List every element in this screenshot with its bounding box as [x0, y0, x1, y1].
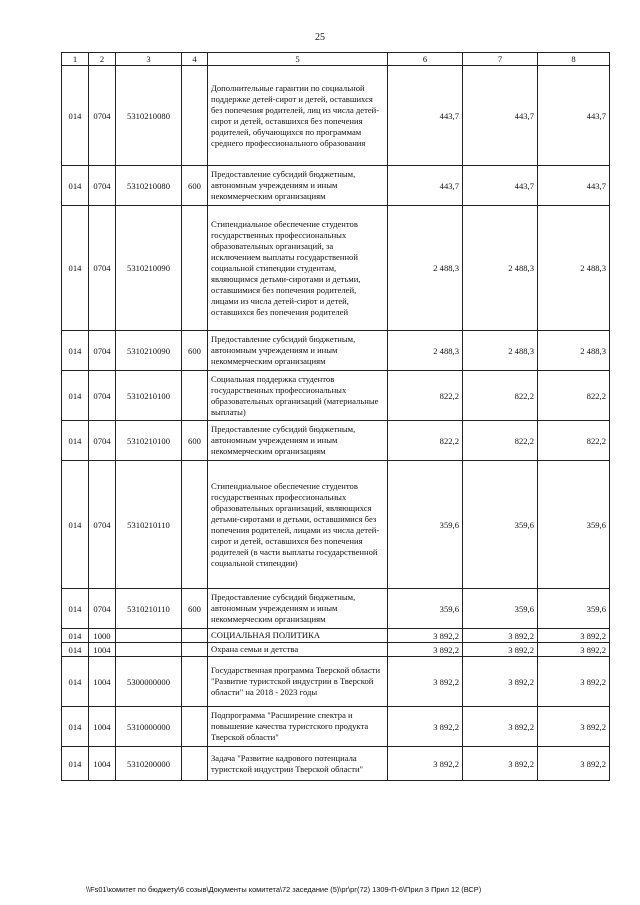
cell-description: Предоставление субсидий бюджетным, автономным учреждениям и иным некоммерческим организациям: [208, 421, 388, 461]
table-row: [62, 643, 610, 657]
cell-section-code: 0704: [89, 589, 116, 629]
cell-description: Дополнительные гарантии по социальной поддержке детей-сирот и детей, оставшихся без попечения родителей, лиц из числа детей-сирот и детей, оставшихся без попечения родителей, обучающихся по программам среднего профессионального образования: [208, 66, 388, 166]
cell-amount-year1: 2 488,3: [388, 206, 463, 331]
cell-amount-year1: 3 892,2: [388, 643, 463, 657]
cell-ministry-code: 014: [62, 206, 89, 331]
cell-section-code: 0704: [89, 206, 116, 331]
cell-description: Государственная программа Тверской области "Развитие туристской индустрии в Тверской области" на 2018 - 2023 годы: [208, 657, 388, 707]
cell-target-article: 5310200000: [116, 747, 182, 781]
budget-table: [61, 52, 610, 781]
cell-target-article: 5310210100: [116, 421, 182, 461]
cell-expense-type: [182, 707, 208, 747]
cell-amount-year2: 2 488,3: [463, 331, 538, 371]
cell-target-article: 5310210090: [116, 206, 182, 331]
cell-amount-year2: 3 892,2: [463, 707, 538, 747]
cell-description: Стипендиальное обеспечение студентов государственных профессиональных образовательных организаций, являющихся детьми-сиротами и детьми, оставшимися без попечения родителей, лицами из числа детей-сирот и детей, оставшихся без попечения родителей (в части выплаты государственной социальной стипендии): [208, 461, 388, 589]
table-row: [62, 707, 610, 747]
cell-amount-year2: 3 892,2: [463, 643, 538, 657]
table-row: [62, 206, 610, 331]
column-header: 8: [538, 53, 610, 66]
cell-amount-year1: 2 488,3: [388, 331, 463, 371]
cell-amount-year3: 2 488,3: [538, 206, 610, 331]
cell-amount-year2: 3 892,2: [463, 629, 538, 643]
column-header: 4: [182, 53, 208, 66]
column-header: 3: [116, 53, 182, 66]
cell-expense-type: [182, 461, 208, 589]
cell-ministry-code: 014: [62, 166, 89, 206]
table-row: [62, 421, 610, 461]
cell-description: СОЦИАЛЬНАЯ ПОЛИТИКА: [208, 629, 388, 643]
cell-section-code: 0704: [89, 66, 116, 166]
cell-target-article: 5300000000: [116, 657, 182, 707]
table-row: [62, 629, 610, 643]
footer-file-path: \\Fs01\комитет по бюджету\6 созыв\Документы комитета\72 заседание (5)\рг\рг(72) 1309-П-6\Прил 3 Прил 12 (ВСР): [86, 885, 482, 894]
cell-expense-type: [182, 643, 208, 657]
cell-section-code: 0704: [89, 166, 116, 206]
cell-target-article: 5310000000: [116, 707, 182, 747]
cell-ministry-code: 014: [62, 643, 89, 657]
cell-amount-year1: 443,7: [388, 66, 463, 166]
cell-description: Предоставление субсидий бюджетным, автономным учреждениям и иным некоммерческим организациям: [208, 331, 388, 371]
cell-section-code: 0704: [89, 421, 116, 461]
cell-expense-type: [182, 629, 208, 643]
cell-amount-year3: 3 892,2: [538, 629, 610, 643]
cell-target-article: 5310210090: [116, 331, 182, 371]
cell-amount-year3: 359,6: [538, 589, 610, 629]
cell-amount-year3: 443,7: [538, 66, 610, 166]
cell-expense-type: 600: [182, 589, 208, 629]
cell-amount-year3: 443,7: [538, 166, 610, 206]
cell-amount-year1: 3 892,2: [388, 747, 463, 781]
cell-description: Предоставление субсидий бюджетным, автономным учреждениям и иным некоммерческим организациям: [208, 589, 388, 629]
table-row: [62, 66, 610, 166]
cell-ministry-code: 014: [62, 66, 89, 166]
cell-section-code: 1004: [89, 657, 116, 707]
cell-description: Подпрограмма "Расширение спектра и повышение качества туристского продукта Тверской области": [208, 707, 388, 747]
cell-ministry-code: 014: [62, 747, 89, 781]
cell-description: Стипендиальное обеспечение студентов государственных профессиональных образовательных организаций, за исключением выплаты государственной социальной стипендии студентам, являющимся детьми-сиротами и детьми, оставшимися без попечения родителей, лицами из числа детей-сирот и детей, оставшихся без попечения родителей: [208, 206, 388, 331]
cell-amount-year3: 3 892,2: [538, 657, 610, 707]
cell-amount-year2: 443,7: [463, 166, 538, 206]
cell-section-code: 0704: [89, 371, 116, 421]
cell-amount-year2: 359,6: [463, 589, 538, 629]
cell-amount-year1: 443,7: [388, 166, 463, 206]
cell-amount-year2: 822,2: [463, 371, 538, 421]
cell-amount-year3: 822,2: [538, 421, 610, 461]
cell-target-article: 5310210110: [116, 461, 182, 589]
cell-section-code: 1004: [89, 747, 116, 781]
cell-target-article: [116, 643, 182, 657]
cell-description: Предоставление субсидий бюджетным, автономным учреждениям и иным некоммерческим организациям: [208, 166, 388, 206]
cell-target-article: 5310210110: [116, 589, 182, 629]
column-header: 1: [62, 53, 89, 66]
cell-section-code: 0704: [89, 331, 116, 371]
table-body: [62, 66, 610, 781]
table-header-row: [62, 53, 610, 66]
cell-ministry-code: 014: [62, 421, 89, 461]
cell-ministry-code: 014: [62, 331, 89, 371]
cell-amount-year1: 3 892,2: [388, 629, 463, 643]
cell-target-article: [116, 629, 182, 643]
cell-amount-year1: 822,2: [388, 421, 463, 461]
cell-amount-year3: 3 892,2: [538, 643, 610, 657]
cell-section-code: 1004: [89, 707, 116, 747]
cell-amount-year3: 3 892,2: [538, 747, 610, 781]
table-row: [62, 747, 610, 781]
cell-amount-year1: 3 892,2: [388, 707, 463, 747]
column-header: 2: [89, 53, 116, 66]
cell-amount-year2: 359,6: [463, 461, 538, 589]
cell-amount-year2: 3 892,2: [463, 657, 538, 707]
cell-amount-year3: 2 488,3: [538, 331, 610, 371]
cell-expense-type: [182, 66, 208, 166]
cell-amount-year3: 359,6: [538, 461, 610, 589]
table-row: [62, 371, 610, 421]
cell-amount-year1: 822,2: [388, 371, 463, 421]
table-row: [62, 589, 610, 629]
cell-expense-type: 600: [182, 421, 208, 461]
cell-expense-type: [182, 371, 208, 421]
cell-section-code: 1000: [89, 629, 116, 643]
cell-amount-year2: 2 488,3: [463, 206, 538, 331]
cell-description: Задача "Развитие кадрового потенциала туристской индустрии Тверской области": [208, 747, 388, 781]
cell-amount-year3: 822,2: [538, 371, 610, 421]
cell-expense-type: [182, 206, 208, 331]
cell-target-article: 5310210080: [116, 66, 182, 166]
cell-amount-year2: 3 892,2: [463, 747, 538, 781]
cell-ministry-code: 014: [62, 589, 89, 629]
cell-section-code: 0704: [89, 461, 116, 589]
column-header: 7: [463, 53, 538, 66]
cell-ministry-code: 014: [62, 629, 89, 643]
column-header: 6: [388, 53, 463, 66]
cell-amount-year3: 3 892,2: [538, 707, 610, 747]
column-header: 5: [208, 53, 388, 66]
cell-amount-year1: 359,6: [388, 461, 463, 589]
page-number: 25: [315, 32, 325, 43]
cell-ministry-code: 014: [62, 707, 89, 747]
cell-expense-type: [182, 747, 208, 781]
cell-target-article: 5310210100: [116, 371, 182, 421]
table-row: [62, 166, 610, 206]
cell-description: Социальная поддержка студентов государственных профессиональных образовательных организаций (материальные выплаты): [208, 371, 388, 421]
cell-description: Охрана семьи и детства: [208, 643, 388, 657]
cell-ministry-code: 014: [62, 461, 89, 589]
cell-ministry-code: 014: [62, 657, 89, 707]
cell-expense-type: 600: [182, 331, 208, 371]
cell-amount-year2: 822,2: [463, 421, 538, 461]
cell-ministry-code: 014: [62, 371, 89, 421]
cell-amount-year1: 359,6: [388, 589, 463, 629]
table-row: [62, 461, 610, 589]
cell-amount-year1: 3 892,2: [388, 657, 463, 707]
cell-target-article: 5310210080: [116, 166, 182, 206]
cell-expense-type: [182, 657, 208, 707]
table-row: [62, 657, 610, 707]
cell-amount-year2: 443,7: [463, 66, 538, 166]
cell-expense-type: 600: [182, 166, 208, 206]
cell-section-code: 1004: [89, 643, 116, 657]
table-row: [62, 331, 610, 371]
